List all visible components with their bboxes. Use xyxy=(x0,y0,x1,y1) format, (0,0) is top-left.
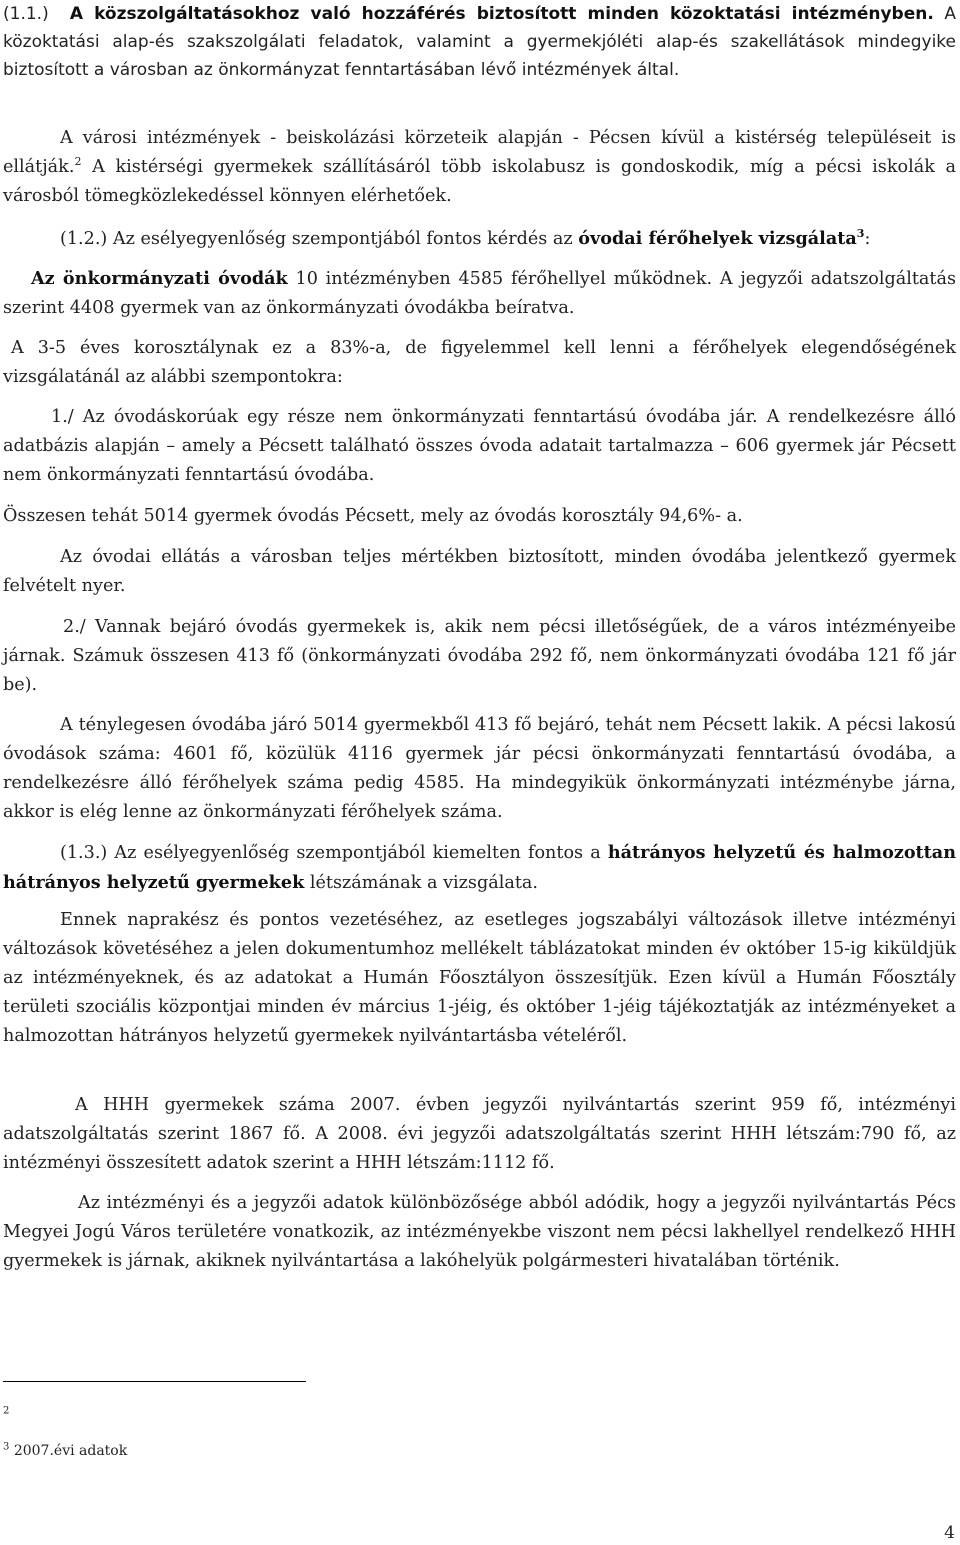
paragraph-text: Az intézményi és a jegyzői adatok különbözősége abból adódik, hogy a jegyzői nyilvántartás Pécs Megyei Jogú Város területére vonatkozik, az intézményekbe viszont nem pécsi lakhellyel rendelkező HHH gyermekek is járnak, akiknek nyilvántartása a lakóhelyük polgármesteri hivatalában történik. xyxy=(3,1193,956,1271)
point-2-paragraph xyxy=(3,613,956,700)
footnote-number: 2 xyxy=(3,1405,10,1417)
paragraph-text: A közoktatási alap-és szakszolgálati feladatok, valamint a gyermekjóléti alap-és szakellátások mindegyike biztosított a városban az önkormányzat fenntartásában lévő intézmények által. xyxy=(3,4,957,80)
section-1-1-paragraph xyxy=(3,0,956,84)
coverage-paragraph xyxy=(3,543,956,601)
paragraph-text: 1./ Az óvodáskorúak egy része nem önkormányzati fenntartású óvodába jár. A rendelkezésre álló adatbázis alapján – amely a Pécsett található összes óvoda adatait tartalmazza – 606 gyermek jár Pécsett nem önkormányzati fenntartású óvodába. xyxy=(3,407,956,485)
age-group-paragraph xyxy=(3,334,956,392)
footnote-separator xyxy=(3,1381,306,1382)
paragraph-text: A HHH gyermekek száma 2007. évben jegyzői nyilvántartás szerint 959 fő, intézményi adatszolgáltatás szerint 1867 fő. A 2008. évi jegyzői adatszolgáltatás szerint HHH létszám:790 fő, az intézményi összesített adatok szerint a HHH létszám:1112 fő. xyxy=(3,1095,956,1173)
paragraph-text: Az óvodai ellátás a városban teljes mértékben biztosított, minden óvodába jelentkező gyermek felvételt nyer. xyxy=(3,547,956,596)
emphasis-text: hátrányos helyzetű és halmozottan hátrányos helyzetű gyermekek xyxy=(3,842,956,893)
paragraph-text: Ennek naprakész és pontos vezetéséhez, az esetleges jogszabályi változások illetve intézményi változások követéséhez a jelen dokumentumhoz mellékelt táblázatokat minden év október 15-ig kiküldjük az intézményeknek, és az adatokat a Humán Főosztályon összesítjük. Ezen kívül a Humán Főosztály területi szociális központjai minden év március 1-jéig, és október 1-jéig tájékoztatják az intézményeket a halmozottan hátrányos helyzetű gyermekek nyilvántartásba vételéről. xyxy=(3,910,956,1046)
paragraph-text: (1.2.) Az esélyegyenlőség szempontjából fontos kérdés az xyxy=(60,229,573,249)
emphasis-text: óvodai férőhelyek vizsgálata xyxy=(578,228,857,249)
residents-paragraph xyxy=(3,711,956,827)
section-heading: A közszolgáltatásokhoz való hozzáférés biztosított minden közoktatási intézményben. xyxy=(69,4,934,24)
paragraph-tail: : xyxy=(864,229,871,249)
paragraph-text: (1.3.) Az esélyegyenlőség szempontjából kiemelten fontos a xyxy=(60,843,601,863)
footnote-number: 3 xyxy=(3,1441,10,1453)
footnote-text: 2007.évi adatok xyxy=(13,1443,128,1459)
point-1-paragraph xyxy=(3,403,956,490)
page-number: 4 xyxy=(944,1523,955,1543)
footnote-2 xyxy=(3,1407,9,1423)
total-paragraph xyxy=(3,502,956,531)
footnote-3 xyxy=(3,1443,127,1459)
paragraph-text: Összesen tehát 5014 gyermek óvodás Pécsett, mely az óvodás korosztály 94,6%- a. xyxy=(3,506,743,526)
paragraph-text: 2./ Vannak bejáró óvodás gyermekek is, akik nem pécsi illetőségűek, de a város intézményeibe járnak. Számuk összesen 413 fő (önkormányzati óvodába 292 fő, nem önkormányzati óvodába 121 fő jár be). xyxy=(3,617,956,695)
section-1-3-paragraph xyxy=(3,838,956,898)
footnote-ref-3: 3 xyxy=(856,227,865,241)
footnote-ref-2: 2 xyxy=(74,155,82,169)
paragraph-text: A 3-5 éves korosztálynak ez a 83%-a, de figyelemmel kell lenni a férőhelyek elegendőségének vizsgálatánál az alábbi szempontokra: xyxy=(3,338,956,387)
section-1-2-paragraph xyxy=(3,224,956,254)
paragraph-text: A ténylegesen óvodába járó 5014 gyermekből 413 fő bejáró, tehát nem Pécsett lakik. A pécsi lakosú óvodások száma: 4601 fő, közülük 4116 gyermek jár pécsi önkormányzati fenntartású óvodába, a rendelkezésre álló férőhelyek száma pedig 4585. Ha mindegyikük önkormányzati intézménybe járna, akkor is elég lenne az önkormányzati férőhelyek száma. xyxy=(3,715,956,822)
paragraph-text: 10 intézményben 4585 férőhellyel működnek. A jegyzői adatszolgáltatás szerint 4408 gyermek van az önkormányzati óvodákba beíratva. xyxy=(3,269,957,318)
hhh-count-paragraph xyxy=(3,1091,956,1178)
section-number: (1.1.) xyxy=(3,4,49,24)
paragraph-tail: létszámának a vizsgálata. xyxy=(309,873,538,893)
paragraph-text-continued: A kistérségi gyermekek szállításáról több iskolabusz is gondoskodik, míg a pécsi iskolák a városból tömegközlekedéssel könnyen elérhetőek. xyxy=(3,157,957,206)
records-paragraph xyxy=(3,906,956,1051)
difference-paragraph xyxy=(3,1189,956,1276)
emphasis-text: Az önkormányzati óvodák xyxy=(31,268,288,289)
districts-paragraph xyxy=(3,124,956,211)
paragraph-text: A városi intézmények - beiskolázási körzeteik alapján - Pécsen kívül a kistérség településeit is ellátják. xyxy=(3,128,956,177)
kindergarten-capacity-paragraph xyxy=(3,264,956,323)
